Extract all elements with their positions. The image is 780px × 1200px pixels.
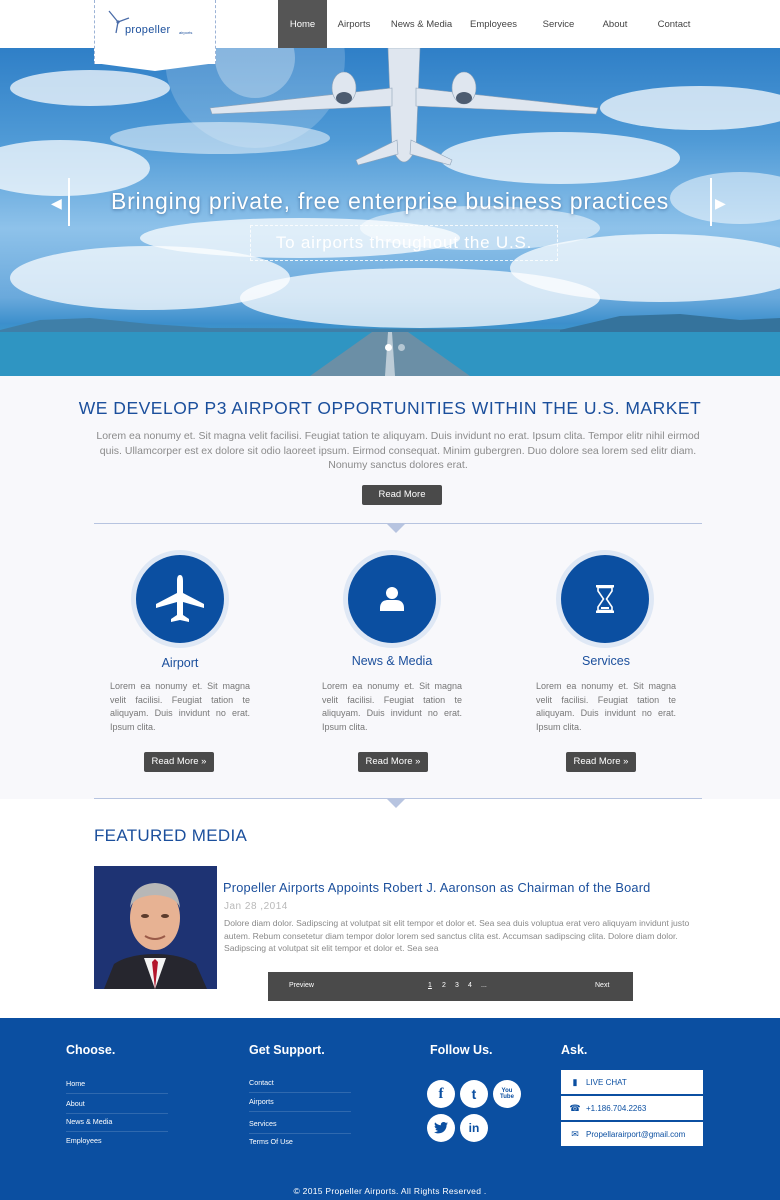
news-photo[interactable] [94, 866, 217, 989]
phone-number: +1.186.704.2263 [586, 1103, 647, 1113]
feature-title: News & Media [351, 654, 433, 668]
copyright-text: © 2015 Propeller Airports. All Rights Reserved . [293, 1186, 487, 1196]
pagination [268, 972, 633, 1001]
feature-title: Airport [161, 656, 199, 670]
facebook-icon[interactable]: f [427, 1080, 455, 1108]
footer-link-news-media[interactable]: News & Media [66, 1117, 168, 1132]
footer-choose-title: Choose. [66, 1043, 116, 1057]
youtube-label: You Tube [500, 1088, 514, 1100]
nav-news-media[interactable]: News & Media [390, 18, 453, 30]
footer-link-employees[interactable]: Employees [66, 1136, 102, 1145]
user-icon [377, 584, 407, 614]
logo-text: propeller [125, 24, 171, 36]
twitter-icon[interactable] [427, 1114, 455, 1142]
divider-arrow-icon [387, 799, 405, 808]
slider-prev-button[interactable] [48, 178, 70, 226]
nav-home[interactable]: Home [278, 0, 327, 48]
slider-dot-1[interactable] [385, 344, 392, 351]
slider-dot-2[interactable] [398, 344, 405, 351]
pager-page-1[interactable]: 1 [428, 982, 432, 989]
feature-read-more-button[interactable]: Read More » [144, 752, 214, 772]
footer-link-airports[interactable]: Airports [249, 1097, 351, 1112]
hero-slider [0, 48, 780, 376]
twitter-bird [434, 1122, 448, 1134]
pager-next-button[interactable]: Next [595, 982, 610, 989]
email-contact[interactable] [561, 1122, 703, 1146]
pager-ellipsis: ... [481, 982, 487, 989]
nav-employees[interactable]: Employees [470, 18, 517, 30]
email-address: Propellarairport@gmail.com [586, 1129, 686, 1139]
nav-contact[interactable]: Contact [657, 18, 691, 30]
divider-arrow-icon [387, 524, 405, 533]
airplane-icon [152, 571, 208, 627]
logo[interactable] [94, 0, 216, 64]
hourglass-icon [593, 583, 617, 615]
phone-icon: ☎ [569, 1102, 581, 1113]
pager-page-2[interactable]: 2 [442, 982, 446, 989]
footer-support-title: Get Support. [249, 1043, 325, 1057]
live-chat-label: LIVE CHAT [586, 1077, 627, 1087]
nav-about[interactable]: About [602, 18, 628, 30]
feature-circle [131, 550, 229, 648]
nav-service[interactable]: Service [542, 18, 575, 30]
hero-subtitle: To airports throughout the U.S. [250, 225, 558, 261]
chat-icon: ▮ [572, 1076, 578, 1087]
site-header [0, 0, 780, 48]
news-title-link[interactable]: Propeller Airports Appoints Robert J. Aaronson as Chairman of the Board [223, 880, 651, 895]
news-excerpt: Dolore diam dolor. Sadipscing at volutpat sit elit tempor et dolor et. Sea sea duis voluptua erat vero aliquyam invidunt justo autem. Rebum consetetur diam tempor dolor lorem sed sanctus clita est. Accumsan sadipscing clita. Dolore diam dolor. Sadipscing at volutpat sit elit tempor et dolor et. Sea sea [224, 918, 690, 953]
portrait-image [94, 866, 217, 989]
tumblr-icon[interactable]: t [460, 1080, 488, 1108]
pager-page-3[interactable]: 3 [455, 982, 459, 989]
chevron-right-icon: ▶ [715, 195, 726, 211]
site-footer [0, 1018, 780, 1200]
footer-link-terms[interactable]: Terms Of Use [249, 1137, 293, 1146]
footer-ask-title: Ask. [561, 1043, 588, 1057]
footer-link-home[interactable]: Home [66, 1079, 168, 1094]
intro-section [0, 376, 780, 799]
footer-link-about[interactable]: About [66, 1099, 168, 1114]
logo-sub: airports [179, 30, 193, 35]
phone-contact[interactable] [561, 1096, 703, 1120]
footer-follow-title: Follow Us. [430, 1043, 493, 1057]
chevron-left-icon: ◀ [51, 195, 62, 211]
feature-circle [343, 550, 441, 648]
linkedin-icon[interactable]: in [460, 1114, 488, 1142]
feature-read-more-button[interactable]: Read More » [566, 752, 636, 772]
slider-next-button[interactable] [710, 178, 732, 226]
nav-airports[interactable]: Airports [337, 18, 371, 30]
main-nav [278, 0, 710, 48]
feature-text: Lorem ea nonumy et. Sit magna velit facilisi. Feugiat tation te aliquyam. Duis invidunt no erat. Ipsum clita. [110, 681, 250, 732]
intro-read-more-button[interactable]: Read More [362, 485, 442, 505]
live-chat-button[interactable] [561, 1070, 703, 1094]
youtube-icon[interactable] [493, 1080, 521, 1108]
feature-text: Lorem ea nonumy et. Sit magna velit facilisi. Feugiat tation te aliquyam. Duis invidunt no erat. Ipsum clita. [322, 681, 462, 732]
intro-title: WE DEVELOP P3 AIRPORT OPPORTUNITIES WITHIN THE U.S. MARKET [78, 398, 702, 418]
pager-page-4[interactable]: 4 [468, 982, 472, 989]
slider-dots [385, 344, 405, 351]
footer-link-services[interactable]: Services [249, 1119, 351, 1134]
intro-text: Lorem ea nonumy et. Sit magna velit facilisi. Feugiat tation te aliquyam. Duis invidunt no erat. Ipsum clita. Tempor elitr nihil eirmod quis. Ullamcorper est ex dolore sit odio laoreet ipsum. Eirmod consequat. Minim gubergren. Duo dolore sea lorem sed elitr diam. Nonumy sanctus dolores erat. [96, 430, 700, 471]
feature-text: Lorem ea nonumy et. Sit magna velit facilisi. Feugiat tation te aliquyam. Duis invidunt no erat. Ipsum clita. [536, 681, 676, 732]
news-date: Jan 28 ,2014 [224, 901, 288, 912]
envelope-icon: ✉ [571, 1128, 579, 1139]
pager-prev-button[interactable]: Preview [289, 982, 314, 989]
featured-media-title: FEATURED MEDIA [94, 826, 248, 845]
footer-link-contact[interactable]: Contact [249, 1078, 351, 1093]
hero-title: Bringing private, free enterprise business practices [110, 188, 670, 214]
feature-read-more-button[interactable]: Read More » [358, 752, 428, 772]
feature-circle [556, 550, 654, 648]
feature-title: Services [582, 654, 630, 668]
